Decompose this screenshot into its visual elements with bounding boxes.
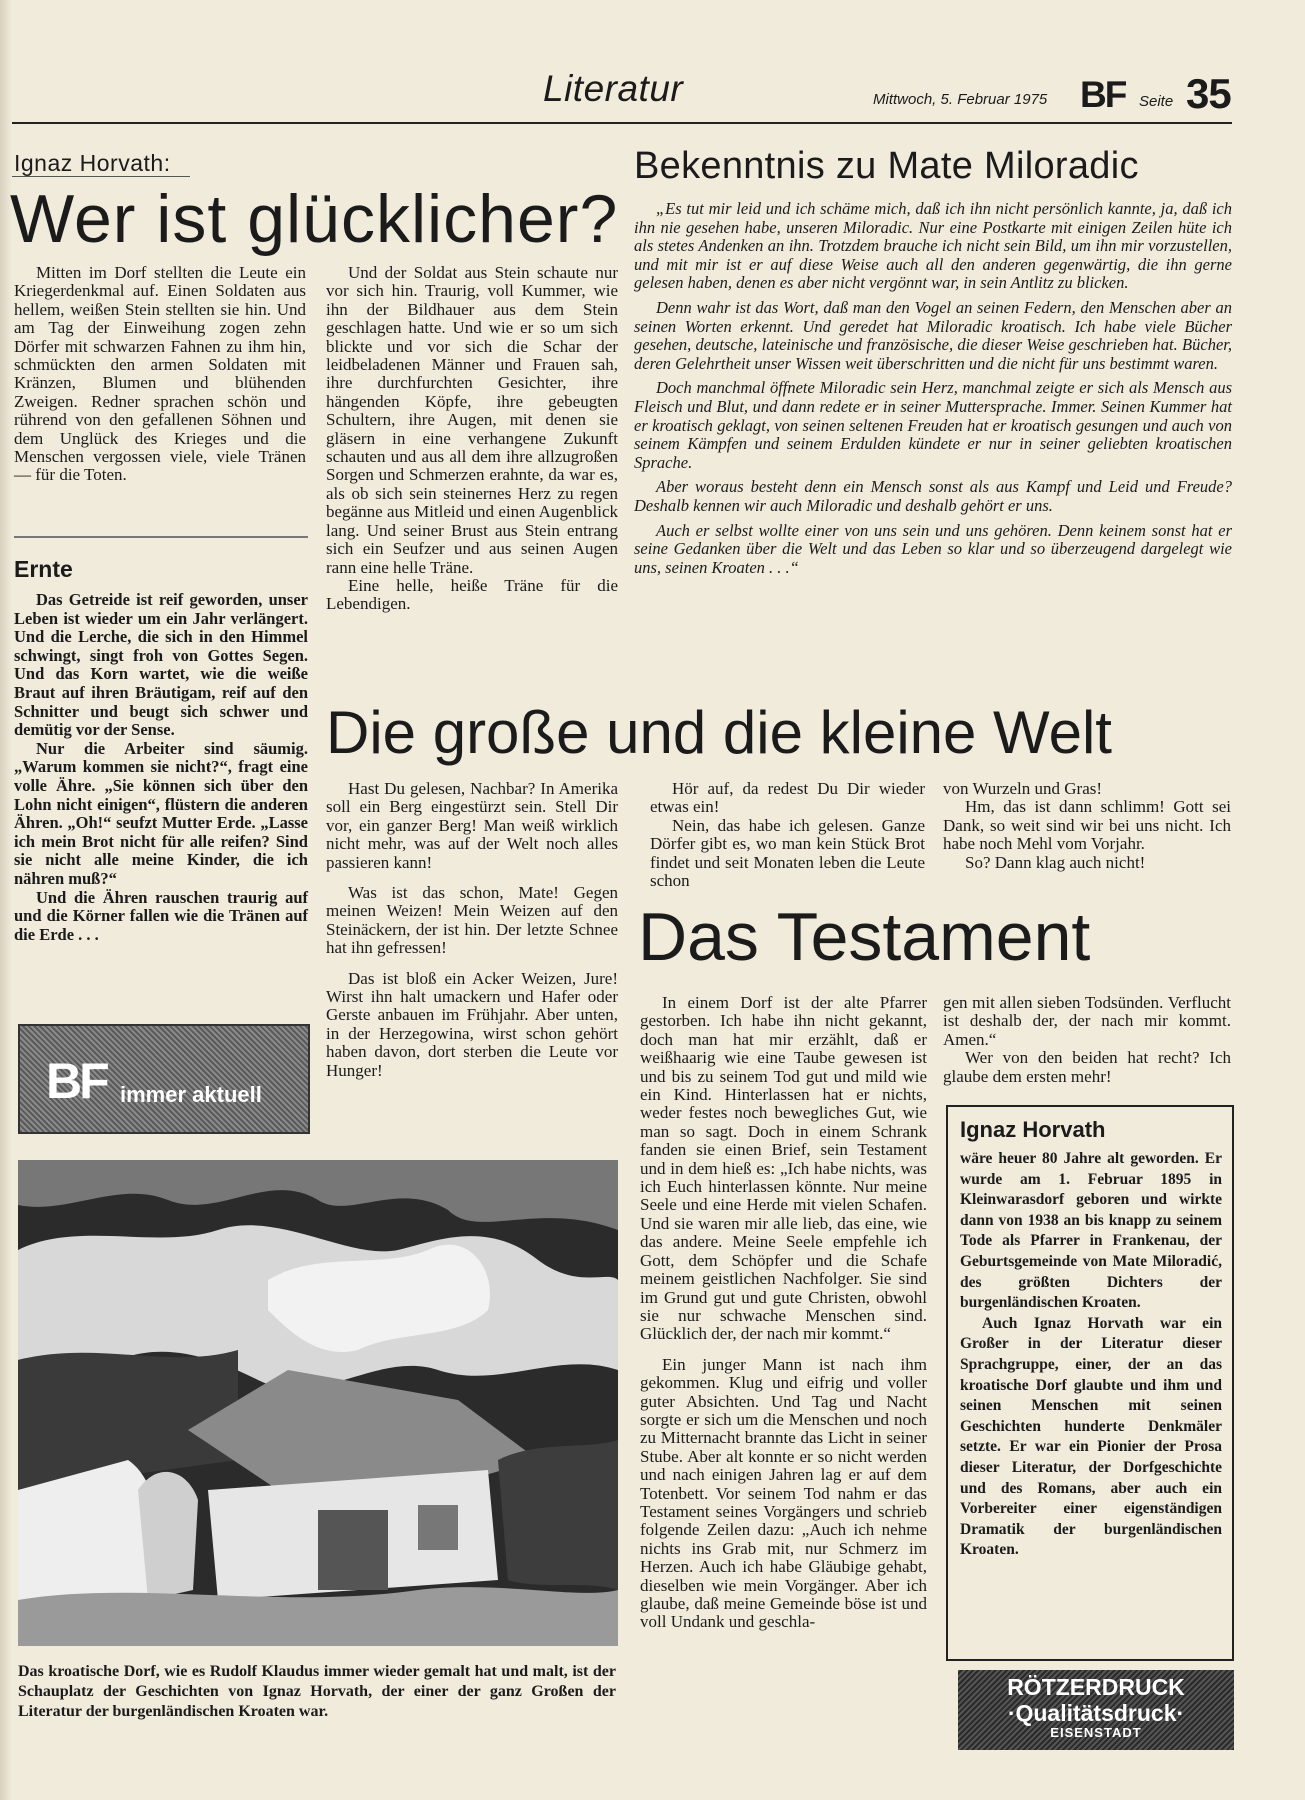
paragraph: Und der Soldat aus Stein schaute nur vor sich hin. Traurig, voll Kummer, wie ihn der Bildhauer aus dem Stein geschlagen hatte. Und wie er so um sich blickte und vor sich die Schar der leidbeladenen Männer und Frauen sah, ihre durchfurchten Gesichter, ihre hängenden Köpfe, ihre gebeugten Schultern, ihre Augen, mit denen sie gläsern in eine verhangene Zukunft schauten und aus all dem ihre allzugroßen Sorgen und Schmerzen erahnte, da war es, als ob sich sein steinernes Herz zu regen begänne aus Mitleid und einen Augenblick lang. Und seiner Brust aus Stein entrang sich ein Seufzer und aus seinen Augen rann eine helle Träne. [326,263,618,577]
paragraph: Ein junger Mann ist nach ihm gekommen. Klug und eifrig und voller guter Absichten. Und Tag und Nacht sorgte er sich um die Menschen und noch zu Mitternacht brannte das Licht in seiner Stube. Aber alt konnte er so nicht werden und nach einigen Jahren lag er auf dem Totenbett. Vor seinem Tod nahm er das Testament seines Vorgängers und schrieb folgende Zeilen dazu: „Auch ich nehme nichts ins Grab mit, nur Schmerz im Herzen. Auch ich habe Gläubige gehabt, dieselben wie mein Vorgänger. Aber ich glaube, daß meine Gemeinde böse ist und voll Undank und geschla- [640,1354,927,1632]
story1-title: Wer ist glücklicher? [10,181,619,257]
bio-title: Ignaz Horvath [960,1117,1106,1142]
paragraph: Das Getreide ist reif geworden, unser Leben ist wieder um ein Jahr verlängert. Und die Lerche, die sich in den Himmel schwingt, singt froh von Gottes Segen. Und das Korn wartet, wie die weiße Braut auf ihren Bräutigam, reif auf den Schnitter und beugt sich schwer und demütig vor der Sense. [14,590,308,740]
paragraph: Eine helle, heiße Träne für die Lebendigen. [326,575,618,614]
header-logo: BF [1080,74,1126,115]
welt-column-2 [650,780,925,890]
paragraph: Mitten im Dorf stellten die Leute ein Kriegerdenkmal auf. Einen Soldaten aus hellem, weißen Stein stellten sie hin. Und am Tag der Einweihung zogen zehn Dörfer mit schwarzen Fahnen zu ihm hin, schmückten den armen Soldaten mit Kränzen, Blumen und blühenden Zweigen. Redner sprachen schön und rührend von den gefallenen Söhnen und dem Unglück des Krieges und die Menschen vergossen viele, viele Tränen — für die Toten. [14,263,306,485]
bio-box [946,1105,1234,1661]
mate-title: Bekenntnis zu Mate Miloradic [634,145,1139,187]
paragraph: Auch er selbst wollte einer von uns sein und uns gehören. Denn keinem sonst hat er seine Gedanken über die Welt und das Leben so klar und so überzeugend dargelegt wie uns, seinen Kroaten . . .“ [634,520,1232,577]
roetzer-line-1: RÖTZERDRUCK [1007,1674,1185,1700]
welt-column-3 [943,780,1231,872]
welt-title: Die große und die kleine Welt [326,699,1112,766]
caption-text: Das kroatische Dorf, wie es Rudolf Klaudus immer wieder gemalt hat und malt, ist der Schauplatz der Geschichten von Ignaz Horvath, der einer der ganz Großen der Literatur der burgenländischen Kroaten war. [18,1663,616,1720]
roetzer-line-2: ·Qualitätsdruck· [1007,1700,1185,1726]
paragraph: Auch Ignaz Horvath war ein Großer in der Literatur dieser Sprachgruppe, einer, der an das kroatische Dorf glaubte und ihm und seinen Menschen mit seinen Geschichten hunderte Denkmäler setzte. Er war ein Pionier der Prosa dieser Literatur, der Dorfgeschichte und des Romans, aber auch ein Vorbereiter einer eigenständigen Dramatik der burgenländischen Kroaten. [960,1314,1222,1559]
section-title: Literatur [543,68,684,109]
roetzer-line-3: EISENSTADT [1050,1725,1142,1740]
story1-column-1 [14,264,306,485]
header-rule [12,122,1232,124]
paragraph: Das ist bloß ein Acker Weizen, Jure! Wirst ihn halt umackern und Hafer oder Gerste anbauen im Frühjahr. Aber unten, in der Herzegowina, wirst schon gehört haben davon, dort sterben die Leute vor Hunger! [326,968,618,1080]
mate-text [634,200,1232,583]
paragraph: Was ist das schon, Mate! Gegen meinen Weizen! Mein Weizen auf den Steinäckern, der ist hin. Der letzte Schnee hat ihn gefressen! [326,883,618,958]
bf-ad-text: immer aktuell [120,1082,262,1107]
paragraph: Doch manchmal öffnete Miloradic sein Herz, manchmal zeigte er sich als Mensch aus Fleisch und Blut, und dann redete er in seiner Muttersprache. Immer. Seinen Kummer hat er kroatisch geklagt, von seinen seltenen Freuden hat er kroatisch gesungen und auch von seinem Kämpfen und seinem Erdulden kündete er nur in seiner geliebten kroatischen Sprache. [634,378,1232,472]
testament-title: Das Testament [638,899,1091,975]
bf-ad-logo: BF [46,1053,107,1109]
paragraph: So? Dann klag auch nicht! [965,852,1146,872]
paragraph: wäre heuer 80 Jahre alt geworden. Er wurde am 1. Februar 1895 in Kleinwarasdorf geboren und wirkte dann von 1938 an bis knapp zu seinem Tode als Pfarrer in Frankenau, der Geburtsgemeinde von Mate Miloradić, des größten Dichters der burgenländischen Kroaten. [960,1150,1222,1312]
village-painting-image [18,1160,618,1646]
paragraph: Hast Du gelesen, Nachbar? In Amerika soll ein Berg eingestürzt sein. Stell Dir vor, ein ganzer Berg! Man weiß wirklich nicht mehr, was auf der Welt noch alles passieren kann! [326,779,618,872]
paragraph: Aber woraus besteht denn ein Mensch sonst als aus Kampf und Leid und Freude? Deshalb kennen wir auch Miloradic und deshalb gehört er uns. [634,477,1232,515]
ernte-title: Ernte [14,556,73,582]
paragraph: Nein, das habe ich gelesen. Ganze Dörfer gibt es, wo man kein Stück Brot findet und seit Monaten leben die Leute schon [650,815,925,891]
paragraph: Wer von den beiden hat recht? Ich glaube dem ersten mehr! [943,1048,1231,1086]
welt-column-1 [326,780,618,1080]
page-number: 35 [1186,70,1231,117]
bf-advertisement [18,1024,310,1134]
issue-date: Mittwoch, 5. Februar 1975 [873,91,1048,108]
paragraph: Denn wahr ist das Wort, daß man den Vogel an seinen Federn, den Menschen aber an seinen Worten erkennt. Und geredet hat Miloradic kroatisch. Ich habe viele Bücher gesehen, deutsche, lateinische und französische, die dieser Weise geschrieben hat. Bücher, deren Gelehrtheit unser Wissen weit überschritten und die nicht für uns bestimmt waren. [634,297,1232,373]
paragraph: Und die Ähren rauschen traurig auf und die Körner fallen wie die Tränen auf die Erde . . . [14,887,308,944]
paragraph: Hör auf, da redest Du Dir wieder etwas ein! [650,779,925,817]
paragraph: In einem Dorf ist der alte Pfarrer gestorben. Ich habe ihn nicht gekannt, doch man hat mir erzählt, daß er weißhaarig wie eine Taube gewesen ist und bis zu seinem Tod gut und mild wie ein Kind. Hinterlassen hat er nichts, weder festes noch bewegliches Gut, wie man so sagt. Doch in einem Schrank fanden sie einen Brief, sein Testament und in dem hieß es: „Ich habe nichts, was ich Euch hinterlassen könnte. Nur meine Seele und eine Herde mit vielen Schafen. Und sie waren mir alle lieb, das eine, wie das andere. Meine Seele empfehle ich Gott, dem Schöpfer und die Schafe meinem geistlichen Nachfolger. Sie sind im Grund gut und gute Christen, obwohl sie nur schwache Menschen sind. Glücklich der, der nach mir kommt.“ [640,993,927,1344]
paragraph: Nur die Arbeiter sind säumig. „Warum kommen sie nicht?“, fragt eine volle Ähre. „Sie können sich über den Lohn nicht einigen“, flüstern die anderen Ähren. „Oh!“ seufzt Mutter Erde. „Lasse ich mein Brot nicht für alle reifen? Sind sie nicht alle meine Kinder, die ich nähren muß?“ [14,738,308,888]
page-edge [0,0,12,1800]
paragraph: Hm, das ist dann schlimm! Gott sei Dank, so weit sind wir bei uns nicht. Ich habe noch Mehl vom Vorjahr. [943,797,1231,854]
author-underline [12,176,190,177]
roetzerdruck-advertisement [958,1670,1234,1750]
column-divider [14,536,308,538]
ernte-text [14,591,308,944]
testament-column-2 [943,994,1231,1086]
photo-caption [18,1662,616,1722]
paragraph: von Wurzeln und Gras! [943,779,1103,798]
page-label: Seite [1139,93,1174,110]
story1-column-2 [326,264,618,614]
bio-text [960,1149,1222,1561]
paragraph: „Es tut mir leid und ich schäme mich, daß ich ihn nicht persönlich kannte, ja, daß ich ihn nie gesehen habe, unseren Miloradic. Nur eine Postkarte mit einigen Zeilen hüte ich als stetes Andenken an ihn. Trotzdem brauche ich nicht sein Bild, um ihn mir vorzustellen, und mit mir ist er auf diese Weise auch all den anderen gegenwärtig, die ihn gerne gelesen haben, denen es aber nicht vergönnt war, in sein Antlitz zu blicken. [634,199,1232,293]
story1-author: Ignaz Horvath: [14,150,171,176]
paragraph: gen mit allen sieben Todsünden. Verflucht ist deshalb der, der nach mir kommt. Amen.“ [943,993,1231,1049]
testament-column-1 [640,994,927,1632]
